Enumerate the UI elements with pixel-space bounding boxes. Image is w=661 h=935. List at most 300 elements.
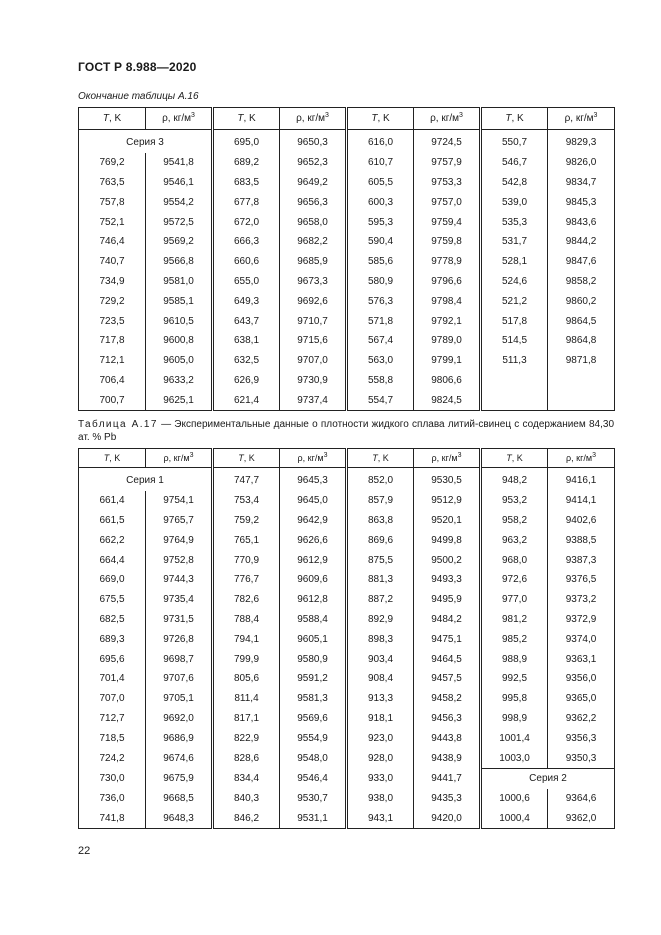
density-cell: 9572,5: [146, 212, 213, 232]
density-cell: 9799,1: [414, 351, 481, 371]
temperature-unit: , K: [243, 453, 255, 463]
temperature-cell: 857,9: [347, 491, 414, 511]
density-cell: 9438,9: [414, 748, 481, 768]
temperature-cell: 734,9: [79, 272, 146, 292]
table-a16: [78, 107, 615, 411]
temperature-cell: 953,2: [481, 491, 548, 511]
density-cell: 9824,5: [414, 390, 481, 410]
temperature-cell: 852,0: [347, 468, 414, 491]
temperature-cell: 595,3: [347, 212, 414, 232]
temperature-cell: 576,3: [347, 291, 414, 311]
temperature-cell: 763,5: [79, 173, 146, 193]
density-exponent: 3: [593, 112, 598, 119]
temperature-cell: 958,2: [481, 511, 548, 531]
column-header-density: [548, 108, 615, 130]
temperature-unit: , K: [511, 113, 524, 124]
temperature-cell: 799,9: [213, 649, 280, 669]
temperature-cell: 863,8: [347, 511, 414, 531]
density-cell: 9362,2: [548, 709, 615, 729]
density-cell: 9685,9: [280, 252, 347, 272]
temperature-cell: 759,2: [213, 511, 280, 531]
table-row: [79, 173, 615, 193]
density-cell: 9364,6: [548, 789, 615, 809]
density-cell: 9457,5: [414, 669, 481, 689]
column-header-temperature: [347, 449, 414, 468]
temperature-cell: 903,4: [347, 649, 414, 669]
temperature-unit: , K: [108, 113, 122, 124]
temperature-symbol: T: [238, 453, 244, 463]
temperature-cell: 723,5: [79, 311, 146, 331]
density-cell: 9698,7: [146, 649, 213, 669]
temperature-cell: 554,7: [347, 390, 414, 410]
temperature-cell: 782,6: [213, 590, 280, 610]
temperature-cell: 736,0: [79, 789, 146, 809]
density-cell: 9705,1: [146, 689, 213, 709]
density-symbol: ρ, кг/м: [431, 453, 458, 463]
density-cell: 9778,9: [414, 252, 481, 272]
temperature-cell: 898,3: [347, 629, 414, 649]
density-cell: 9610,5: [146, 311, 213, 331]
density-cell: 9605,1: [280, 629, 347, 649]
temperature-cell: 590,4: [347, 232, 414, 252]
series-label: Серия 1: [79, 468, 213, 491]
temperature-cell: 600,3: [347, 192, 414, 212]
density-cell: 9730,9: [280, 371, 347, 391]
table-row: [79, 252, 615, 272]
density-cell: 9645,0: [280, 491, 347, 511]
temperature-cell: 524,6: [481, 272, 548, 292]
density-cell: 9388,5: [548, 530, 615, 550]
density-cell: 9500,2: [414, 550, 481, 570]
density-cell: 9612,9: [280, 550, 347, 570]
density-cell: 9374,0: [548, 629, 615, 649]
temperature-symbol: T: [505, 113, 512, 124]
temperature-cell: 1001,4: [481, 728, 548, 748]
temperature-cell: 817,1: [213, 709, 280, 729]
temperature-cell: 753,4: [213, 491, 280, 511]
density-cell: 9464,5: [414, 649, 481, 669]
density-symbol: ρ, кг/м: [163, 453, 190, 463]
temperature-cell: 769,2: [79, 153, 146, 173]
column-header-temperature: [79, 108, 146, 130]
density-cell: 9387,3: [548, 550, 615, 570]
series-label: Серия 3: [79, 130, 213, 153]
density-cell: 9554,2: [146, 192, 213, 212]
density-cell: 9585,1: [146, 291, 213, 311]
temperature-cell: 923,0: [347, 728, 414, 748]
density-cell: 9581,3: [280, 689, 347, 709]
table-row: [79, 351, 615, 371]
temperature-cell: 913,3: [347, 689, 414, 709]
density-cell: 9847,6: [548, 252, 615, 272]
temperature-cell: 995,8: [481, 689, 548, 709]
density-cell: 9569,2: [146, 232, 213, 252]
temperature-cell: 514,5: [481, 331, 548, 351]
temperature-cell: 528,1: [481, 252, 548, 272]
density-cell: 9362,0: [548, 809, 615, 829]
temperature-cell: 666,3: [213, 232, 280, 252]
temperature-cell: 881,3: [347, 570, 414, 590]
empty-cell: [548, 371, 615, 391]
density-cell: 9581,0: [146, 272, 213, 292]
density-symbol: ρ, кг/м: [296, 113, 325, 124]
density-cell: 9798,4: [414, 291, 481, 311]
temperature-cell: 981,2: [481, 610, 548, 630]
temperature-cell: 655,0: [213, 272, 280, 292]
table-row: [79, 130, 615, 153]
temperature-cell: 689,3: [79, 629, 146, 649]
density-symbol: ρ, кг/м: [162, 113, 191, 124]
density-cell: 9520,1: [414, 511, 481, 531]
density-cell: 9458,2: [414, 689, 481, 709]
temperature-unit: , K: [511, 453, 523, 463]
temperature-cell: 968,0: [481, 550, 548, 570]
density-cell: 9826,0: [548, 153, 615, 173]
temperature-cell: 963,2: [481, 530, 548, 550]
density-cell: 9376,5: [548, 570, 615, 590]
temperature-cell: 701,4: [79, 669, 146, 689]
density-cell: 9675,9: [146, 768, 213, 788]
temperature-cell: 828,6: [213, 748, 280, 768]
density-cell: 9860,2: [548, 291, 615, 311]
density-cell: 9726,8: [146, 629, 213, 649]
table-row: [79, 748, 615, 768]
table-row: [79, 311, 615, 331]
temperature-cell: 794,1: [213, 629, 280, 649]
temperature-cell: 672,0: [213, 212, 280, 232]
temperature-cell: 546,7: [481, 153, 548, 173]
density-exponent: 3: [325, 112, 329, 119]
density-cell: 9373,2: [548, 590, 615, 610]
column-header-density: [146, 449, 213, 468]
density-cell: 9759,8: [414, 232, 481, 252]
table-a17-caption: [78, 418, 614, 444]
temperature-cell: 746,4: [79, 232, 146, 252]
density-exponent: 3: [457, 452, 462, 459]
density-cell: 9566,8: [146, 252, 213, 272]
table-row: [79, 649, 615, 669]
density-cell: 9591,2: [280, 669, 347, 689]
temperature-cell: 840,3: [213, 789, 280, 809]
density-cell: 9642,9: [280, 511, 347, 531]
temperature-cell: 531,7: [481, 232, 548, 252]
temperature-cell: 571,8: [347, 311, 414, 331]
density-cell: 9356,3: [548, 728, 615, 748]
density-cell: 9652,3: [280, 153, 347, 173]
density-cell: 9871,8: [548, 351, 615, 371]
temperature-cell: 992,5: [481, 669, 548, 689]
temperature-cell: 539,0: [481, 192, 548, 212]
temperature-symbol: T: [506, 453, 512, 463]
temperature-cell: 892,9: [347, 610, 414, 630]
temperature-cell: 1003,0: [481, 748, 548, 768]
temperature-cell: 985,2: [481, 629, 548, 649]
density-cell: 9350,3: [548, 748, 615, 768]
temperature-cell: 765,1: [213, 530, 280, 550]
temperature-cell: 805,6: [213, 669, 280, 689]
temperature-cell: 677,8: [213, 192, 280, 212]
density-symbol: ρ, кг/м: [297, 453, 324, 463]
table-row: [79, 468, 615, 491]
temperature-cell: 712,1: [79, 351, 146, 371]
temperature-cell: 834,4: [213, 768, 280, 788]
table-row: [79, 789, 615, 809]
empty-cell: [481, 371, 548, 391]
temperature-cell: 521,2: [481, 291, 548, 311]
temperature-cell: 730,0: [79, 768, 146, 788]
density-cell: 9414,1: [548, 491, 615, 511]
column-header-temperature: [213, 449, 280, 468]
temperature-cell: 558,8: [347, 371, 414, 391]
table-row: [79, 689, 615, 709]
density-cell: 9658,0: [280, 212, 347, 232]
density-cell: 9588,4: [280, 610, 347, 630]
table-row: [79, 610, 615, 630]
column-header-density: [414, 108, 481, 130]
density-cell: 9416,1: [548, 468, 615, 491]
density-cell: 9796,6: [414, 272, 481, 292]
density-cell: 9531,1: [280, 809, 347, 829]
density-symbol: ρ, кг/м: [566, 453, 593, 463]
temperature-cell: 757,8: [79, 192, 146, 212]
density-cell: 9673,3: [280, 272, 347, 292]
density-cell: 9829,3: [548, 130, 615, 153]
temperature-unit: , K: [377, 453, 389, 463]
density-cell: 9365,0: [548, 689, 615, 709]
density-cell: 9648,3: [146, 809, 213, 829]
density-cell: 9605,0: [146, 351, 213, 371]
density-cell: 9674,6: [146, 748, 213, 768]
temperature-symbol: T: [103, 453, 110, 463]
column-header-density: [280, 108, 347, 130]
temperature-cell: 972,6: [481, 570, 548, 590]
column-header-temperature: [213, 108, 280, 130]
density-cell: 9764,9: [146, 530, 213, 550]
density-cell: 9656,3: [280, 192, 347, 212]
table-row: [79, 728, 615, 748]
table-row: [79, 212, 615, 232]
density-symbol: ρ, кг/м: [564, 113, 594, 124]
temperature-cell: 580,9: [347, 272, 414, 292]
temperature-cell: 776,7: [213, 570, 280, 590]
density-cell: 9864,5: [548, 311, 615, 331]
temperature-cell: 632,5: [213, 351, 280, 371]
density-cell: 9356,0: [548, 669, 615, 689]
temperature-cell: 822,9: [213, 728, 280, 748]
temperature-cell: 689,2: [213, 153, 280, 173]
density-cell: 9495,9: [414, 590, 481, 610]
table-row: [79, 331, 615, 351]
temperature-cell: 682,5: [79, 610, 146, 630]
density-cell: 9731,5: [146, 610, 213, 630]
temperature-cell: 718,5: [79, 728, 146, 748]
table-a16-caption: Окончание таблицы А.16: [78, 91, 199, 102]
temperature-cell: 700,7: [79, 390, 146, 410]
temperature-cell: 695,0: [213, 130, 280, 153]
density-cell: 9759,4: [414, 212, 481, 232]
temperature-cell: 933,0: [347, 768, 414, 788]
density-cell: 9752,8: [146, 550, 213, 570]
column-header-density: [280, 449, 347, 468]
density-symbol: ρ, кг/м: [430, 113, 459, 124]
temperature-cell: 846,2: [213, 809, 280, 829]
density-cell: 9569,6: [280, 709, 347, 729]
column-header-density: [548, 449, 615, 468]
temperature-cell: 649,3: [213, 291, 280, 311]
density-cell: 9600,8: [146, 331, 213, 351]
temperature-cell: 928,0: [347, 748, 414, 768]
temperature-cell: 662,2: [79, 530, 146, 550]
density-cell: 9834,7: [548, 173, 615, 193]
temperature-cell: 660,6: [213, 252, 280, 272]
temperature-cell: 535,3: [481, 212, 548, 232]
density-cell: 9402,6: [548, 511, 615, 531]
table-row: [79, 809, 615, 829]
temperature-cell: 661,5: [79, 511, 146, 531]
density-cell: 9625,1: [146, 390, 213, 410]
temperature-cell: 869,6: [347, 530, 414, 550]
density-cell: 9435,3: [414, 789, 481, 809]
column-header-density: [146, 108, 213, 130]
temperature-cell: 664,4: [79, 550, 146, 570]
density-cell: 9420,0: [414, 809, 481, 829]
temperature-cell: 621,4: [213, 390, 280, 410]
column-header-temperature: [79, 449, 146, 468]
density-cell: 9372,9: [548, 610, 615, 630]
density-cell: 9554,9: [280, 728, 347, 748]
temperature-symbol: T: [371, 113, 378, 124]
temperature-cell: 998,9: [481, 709, 548, 729]
column-header-temperature: [347, 108, 414, 130]
density-cell: 9580,9: [280, 649, 347, 669]
density-cell: 9735,4: [146, 590, 213, 610]
density-cell: 9626,6: [280, 530, 347, 550]
temperature-cell: 712,7: [79, 709, 146, 729]
header-row: [79, 108, 615, 130]
density-cell: 9843,6: [548, 212, 615, 232]
temperature-cell: 707,0: [79, 689, 146, 709]
density-cell: 9441,7: [414, 768, 481, 788]
density-cell: 9789,0: [414, 331, 481, 351]
table-row: [79, 491, 615, 511]
temperature-unit: , K: [377, 113, 390, 124]
table-row: [79, 669, 615, 689]
density-cell: 9475,1: [414, 629, 481, 649]
density-exponent: 3: [191, 112, 195, 119]
column-header-density: [414, 449, 481, 468]
table-row: [79, 192, 615, 212]
density-cell: 9844,2: [548, 232, 615, 252]
table-row: [79, 291, 615, 311]
density-cell: 9753,3: [414, 173, 481, 193]
density-cell: 9499,8: [414, 530, 481, 550]
temperature-cell: 1000,4: [481, 809, 548, 829]
table-row: [79, 709, 615, 729]
density-cell: 9493,3: [414, 570, 481, 590]
density-cell: 9682,2: [280, 232, 347, 252]
density-cell: 9650,3: [280, 130, 347, 153]
temperature-cell: 563,0: [347, 351, 414, 371]
temperature-cell: 988,9: [481, 649, 548, 669]
density-cell: 9765,7: [146, 511, 213, 531]
table-row: [79, 371, 615, 391]
table-row: [79, 272, 615, 292]
density-cell: 9612,8: [280, 590, 347, 610]
density-cell: 9710,7: [280, 311, 347, 331]
density-cell: 9645,3: [280, 468, 347, 491]
column-header-temperature: [481, 449, 548, 468]
density-cell: 9363,1: [548, 649, 615, 669]
temperature-cell: 567,4: [347, 331, 414, 351]
temperature-unit: , K: [109, 453, 121, 463]
density-cell: 9737,4: [280, 390, 347, 410]
density-cell: 9456,3: [414, 709, 481, 729]
table-a17-caption-text: — Экспериментальные данные о плотности жидкого сплава литий-свинец с содержанием 84,30 ат. % Pb: [78, 419, 615, 443]
temperature-cell: 887,2: [347, 590, 414, 610]
temperature-cell: 752,1: [79, 212, 146, 232]
series-label: Серия 2: [481, 768, 615, 788]
temperature-cell: 977,0: [481, 590, 548, 610]
temperature-unit: , K: [243, 113, 256, 124]
table-row: [79, 153, 615, 173]
temperature-cell: 747,7: [213, 468, 280, 491]
temperature-symbol: T: [237, 113, 244, 124]
density-cell: 9792,1: [414, 311, 481, 331]
empty-cell: [481, 390, 548, 410]
temperature-cell: 643,7: [213, 311, 280, 331]
table-row: [79, 511, 615, 531]
density-exponent: 3: [323, 452, 328, 459]
header-row: [79, 449, 615, 468]
empty-cell: [548, 390, 615, 410]
density-cell: 9724,5: [414, 130, 481, 153]
density-exponent: 3: [592, 452, 596, 459]
density-cell: 9757,9: [414, 153, 481, 173]
temperature-cell: 1000,6: [481, 789, 548, 809]
density-cell: 9806,6: [414, 371, 481, 391]
density-cell: 9668,5: [146, 789, 213, 809]
table-a17-caption-label: Таблица А.17: [78, 419, 158, 430]
density-cell: 9530,5: [414, 468, 481, 491]
density-cell: 9707,0: [280, 351, 347, 371]
temperature-cell: 511,3: [481, 351, 548, 371]
density-cell: 9686,9: [146, 728, 213, 748]
density-cell: 9757,0: [414, 192, 481, 212]
density-cell: 9546,1: [146, 173, 213, 193]
table-row: [79, 390, 615, 410]
temperature-symbol: T: [372, 453, 378, 463]
density-cell: 9633,2: [146, 371, 213, 391]
table-row: [79, 590, 615, 610]
temperature-cell: 695,6: [79, 649, 146, 669]
temperature-cell: 724,2: [79, 748, 146, 768]
temperature-cell: 605,5: [347, 173, 414, 193]
table-row: [79, 232, 615, 252]
density-cell: 9845,3: [548, 192, 615, 212]
page-number: 22: [78, 845, 91, 857]
temperature-cell: 638,1: [213, 331, 280, 351]
temperature-cell: 610,7: [347, 153, 414, 173]
density-cell: 9530,7: [280, 789, 347, 809]
density-cell: 9443,8: [414, 728, 481, 748]
column-header-temperature: [481, 108, 548, 130]
density-cell: 9548,0: [280, 748, 347, 768]
table-row: [79, 629, 615, 649]
density-cell: 9512,9: [414, 491, 481, 511]
density-cell: 9649,2: [280, 173, 347, 193]
density-exponent: 3: [189, 452, 194, 459]
temperature-cell: 661,4: [79, 491, 146, 511]
